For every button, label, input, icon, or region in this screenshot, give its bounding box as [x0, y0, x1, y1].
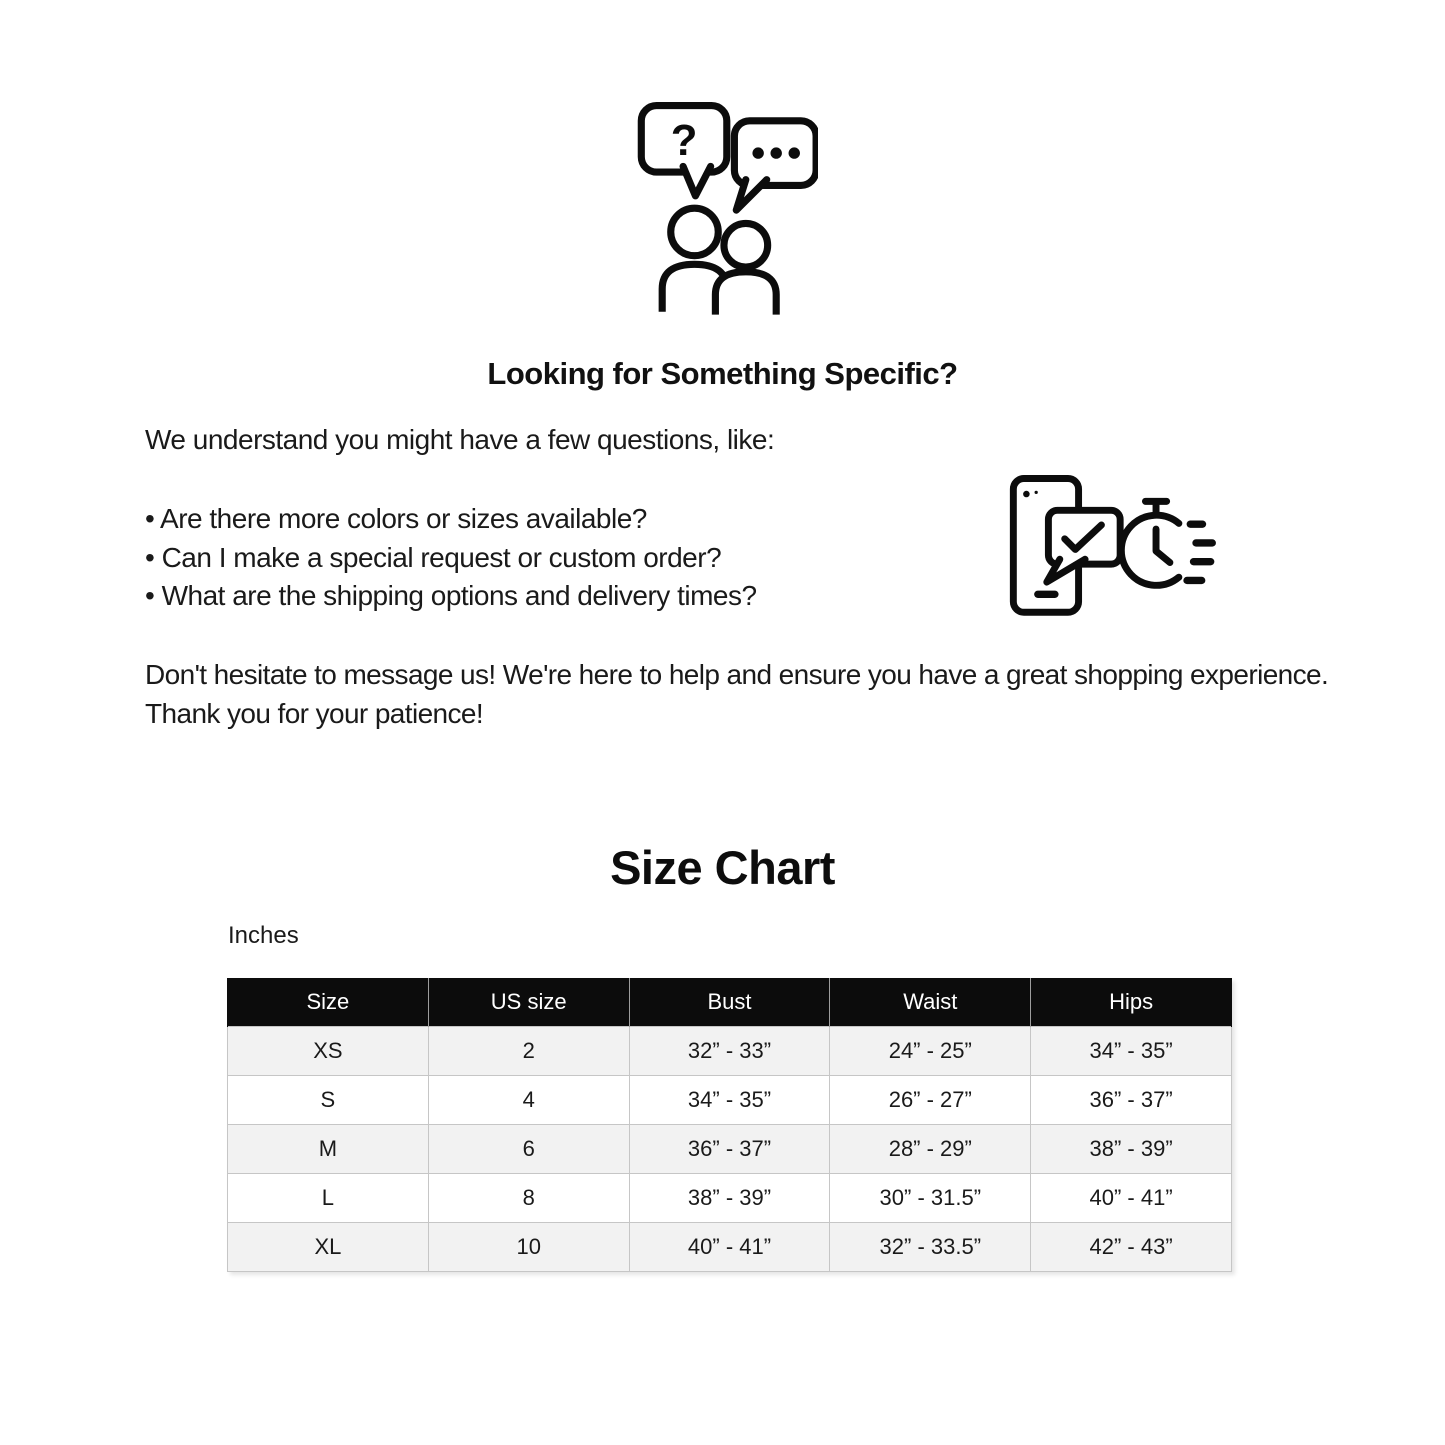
person-right-body [715, 272, 776, 315]
column-header: Size [228, 978, 429, 1026]
table-cell: 28” - 29” [830, 1124, 1031, 1173]
table-row [228, 1075, 1232, 1124]
table-cell: 36” - 37” [629, 1124, 830, 1173]
phone-message-stopwatch-icon [1006, 472, 1218, 619]
table-cell: 36” - 37” [1031, 1075, 1232, 1124]
table-cell: 10 [428, 1222, 629, 1271]
speed-lines [1187, 524, 1212, 580]
size-chart-title: Size Chart [610, 841, 835, 894]
table-row [228, 1026, 1232, 1075]
stopwatch-icon [1121, 501, 1179, 585]
table-cell: XS [228, 1026, 429, 1075]
table-cell: 32” - 33” [629, 1026, 830, 1075]
question-item: • Can I make a special request or custom order? [145, 541, 722, 573]
closing-text: Don't hesitate to message us! We're here to help and ensure you have a great shopping experience. Thank you for your patience! [145, 659, 1329, 729]
table-row [228, 1124, 1232, 1173]
chat-people-icon [628, 98, 818, 317]
person-left-head [670, 208, 718, 256]
column-header: Bust [629, 978, 830, 1026]
ellipsis-dots [752, 147, 800, 158]
table-cell: M [228, 1124, 429, 1173]
question-item: • Are there more colors or sizes available? [145, 503, 647, 534]
question-mark-glyph: ? [670, 116, 697, 165]
table-cell: 32” - 33.5” [830, 1222, 1031, 1271]
table-cell: 2 [428, 1026, 629, 1075]
table-cell: 30” - 31.5” [830, 1173, 1031, 1222]
column-header: Hips [1031, 978, 1232, 1026]
table-cell: 24” - 25” [830, 1026, 1031, 1075]
table-cell: 34” - 35” [629, 1075, 830, 1124]
table-row [228, 1222, 1232, 1271]
intro-text: We understand you might have a few questions, like: [145, 424, 775, 455]
table-cell: 38” - 39” [1031, 1124, 1232, 1173]
table-cell: 34” - 35” [1031, 1026, 1232, 1075]
unit-label: Inches [228, 922, 299, 949]
phone-camera-dot [1023, 491, 1030, 498]
table-cell: 40” - 41” [629, 1222, 830, 1271]
table-cell: 4 [428, 1075, 629, 1124]
size-table-body [228, 1026, 1232, 1271]
column-header: Waist [830, 978, 1031, 1026]
table-cell: XL [228, 1222, 429, 1271]
question-list [145, 500, 757, 616]
table-cell: L [228, 1173, 429, 1222]
size-table-header-row [228, 978, 1232, 1026]
table-cell: 6 [428, 1124, 629, 1173]
table-cell: 26” - 27” [830, 1075, 1031, 1124]
table-cell: 40” - 41” [1031, 1173, 1232, 1222]
table-cell: 8 [428, 1173, 629, 1222]
section-heading: Looking for Something Specific? [487, 356, 958, 391]
column-header: US size [428, 978, 629, 1026]
person-right-head [723, 223, 767, 267]
question-item: • What are the shipping options and delivery times? [145, 580, 757, 611]
table-cell: 42” - 43” [1031, 1222, 1232, 1271]
table-cell: 38” - 39” [629, 1173, 830, 1222]
size-chart-table [227, 978, 1232, 1272]
table-row [228, 1173, 1232, 1222]
table-cell: S [228, 1075, 429, 1124]
